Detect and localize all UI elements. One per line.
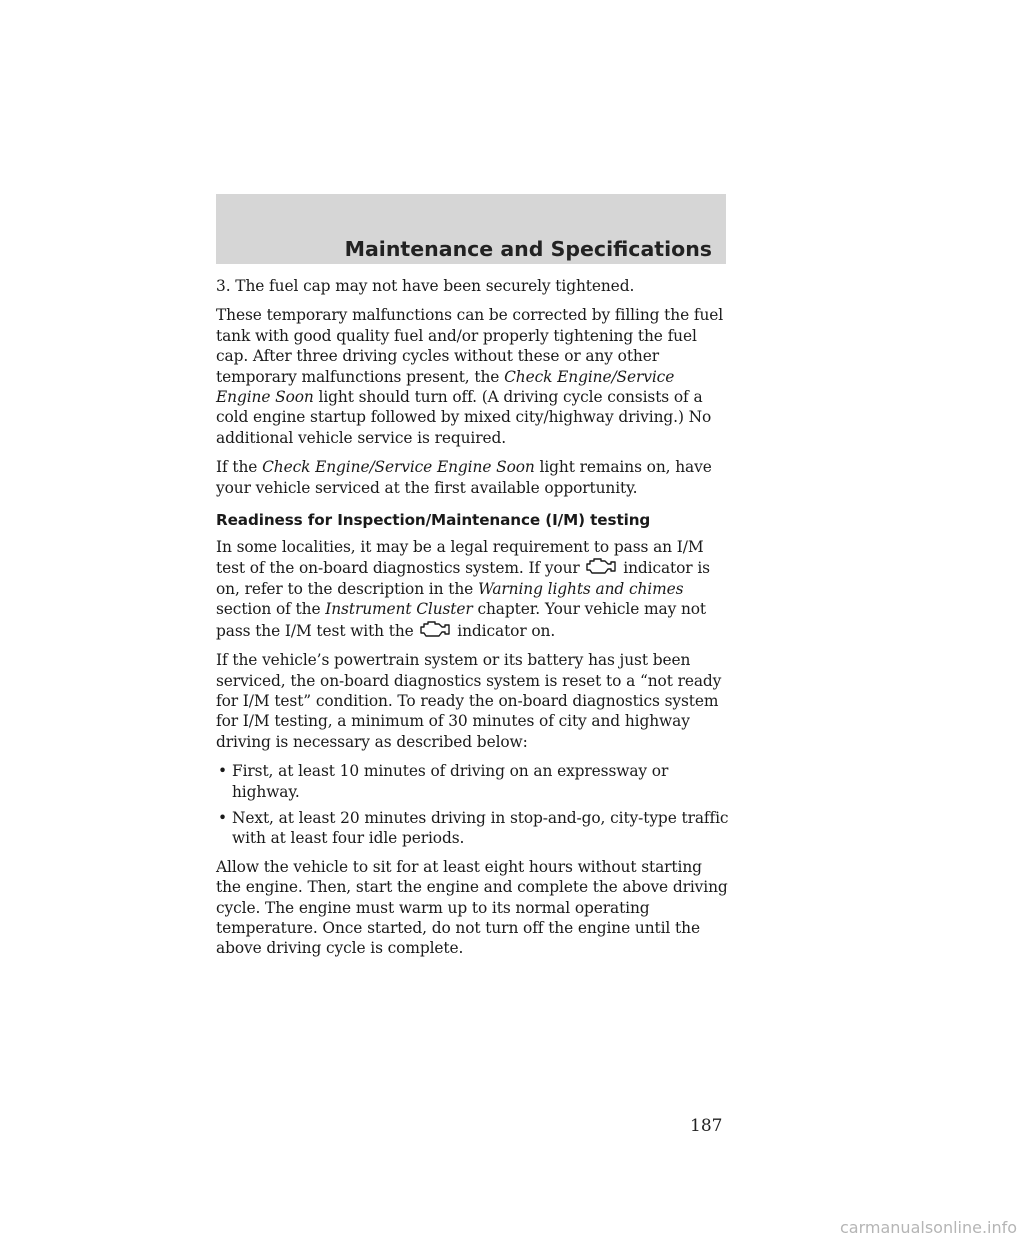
paragraph-fuel-cap: 3. The fuel cap may not have been securely tightened. (216, 277, 635, 295)
paragraph-powertrain-reset: If the vehicle’s powertrain system or its battery has just been serviced, the on-board diagnostics system is reset to a “not ready for I/M test” condition. To ready the on-board diagnostics system for I/M testing, a minimum of 30 minutes of city and highway driving is necessary as described below: (216, 651, 722, 751)
page-number: 187 (690, 1116, 723, 1136)
paragraph-light-remains-on: If the Check Engine/Service Engine Soon light remains on, have your vehicle serviced at the first available opportunity. (216, 458, 712, 497)
bullet-marker: • (218, 762, 227, 781)
paragraph-temporary-malfunctions: These temporary malfunctions can be corrected by filling the fuel tank with good quality fuel and/or properly tightening the fuel cap. After three driving cycles without these or any other temporary malfunctions present, the Check Engine/Service Engine Soon light should turn off. (A driving cycle consists of a cold engine startup followed by mixed city/highway driving.) No additional vehicle service is required. (216, 306, 724, 447)
bullet-marker: • (218, 808, 227, 827)
watermark: carmanualsonline.info (840, 1218, 1017, 1237)
list-item: • Next, at least 20 minutes driving in stop-and-go, city-type traffic with at least four idle periods. (218, 808, 729, 848)
section-header-band (216, 194, 726, 264)
check-engine-icon (584, 557, 618, 575)
page-content (216, 276, 730, 968)
instrument-cluster-reference: Instrument Cluster (325, 600, 473, 619)
section-title: Maintenance and Specifications (344, 237, 712, 261)
paragraph-im-test: In some localities, it may be a legal requirement to pass an I/M test of the on-board diagnostics system. If your indicator is on, refer to the description in the Warning lights and chimes section of the Instrument Cluster chapter. Your vehicle may not pass the I/M test with the indicator on. (216, 538, 710, 640)
check-engine-light-name: Check Engine/Service Engine Soon (262, 458, 535, 477)
check-engine-light-name: Check Engine/Service Engine Soon (216, 367, 675, 407)
readiness-heading: Readiness for Inspection/Maintenance (I/M) testing (216, 511, 651, 530)
paragraph-allow-vehicle-sit: Allow the vehicle to sit for at least eight hours without starting the engine. Then, start the engine and complete the above driving cycle. The engine must warm up to its normal operating temperature. Once started, do not turn off the engine until the above driving cycle is complete. (216, 857, 728, 958)
list-item: • First, at least 10 minutes of driving on an expressway or highway. (218, 762, 669, 801)
warning-lights-reference: Warning lights and chimes (477, 579, 684, 598)
driving-cycle-list (216, 761, 730, 849)
check-engine-icon (418, 620, 452, 638)
